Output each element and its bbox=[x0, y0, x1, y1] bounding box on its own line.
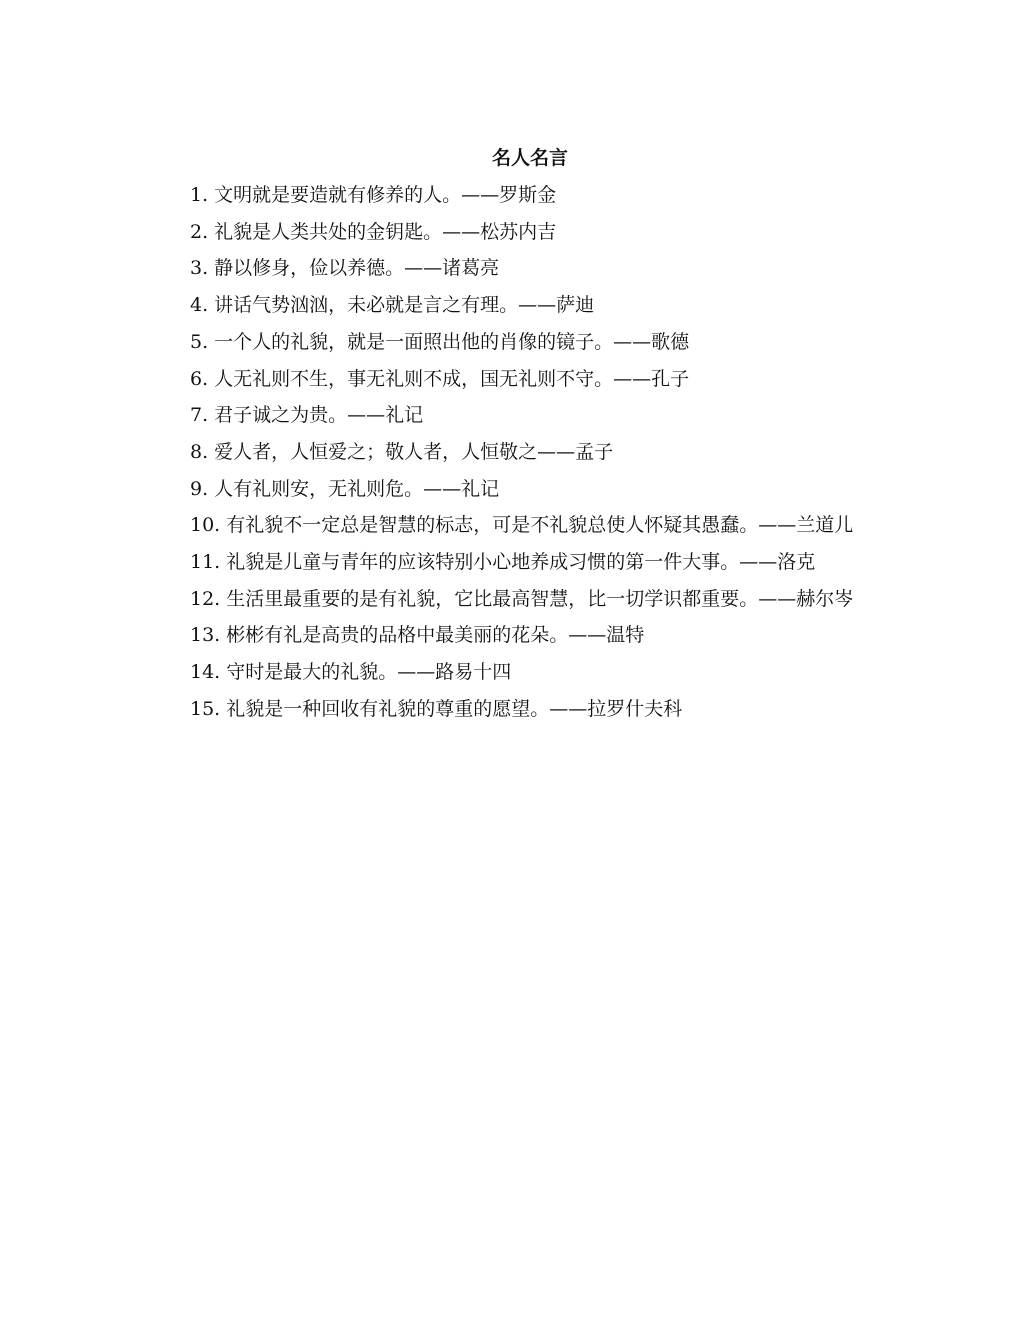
quote-item: 7. 君子诚之为贵。——礼记 bbox=[190, 404, 424, 427]
quote-item: 15. 礼貌是一种回收有礼貌的尊重的愿望。——拉罗什夫科 bbox=[190, 697, 683, 720]
quote-list bbox=[150, 177, 862, 728]
quote-item: 10. 有礼貌不一定总是智慧的标志，可是不礼貌总使人怀疑其愚蠢。——兰道儿 bbox=[190, 514, 854, 537]
quote-item: 9. 人有礼则安，无礼则危。——礼记 bbox=[190, 477, 500, 500]
quote-item: 4. 讲话气势汹汹，未必就是言之有理。——萨迪 bbox=[190, 294, 595, 317]
quote-item: 1. 文明就是要造就有修养的人。——罗斯金 bbox=[190, 184, 557, 206]
quote-item: 8. 爱人者，人恒爱之；敬人者，人恒敬之——孟子 bbox=[190, 440, 614, 463]
quote-item: 13. 彬彬有礼是高贵的品格中最美丽的花朵。——温特 bbox=[190, 624, 645, 647]
quote-item: 6. 人无礼则不生，事无礼则不成，国无礼则不守。——孔子 bbox=[190, 367, 690, 390]
quote-item: 11. 礼貌是儿童与青年的应该特别小心地养成习惯的第一件大事。——洛克 bbox=[190, 551, 816, 574]
document-title: 名人名言 bbox=[491, 147, 568, 169]
quote-item: 12. 生活里最重要的是有礼貌，它比最高智慧，比一切学识都重要。——赫尔岑 bbox=[190, 587, 854, 610]
quote-item: 2. 礼貌是人类共处的金钥匙。——松苏内吉 bbox=[190, 220, 557, 243]
quote-item: 5. 一个人的礼貌，就是一面照出他的肖像的镜子。——歌德 bbox=[190, 330, 690, 353]
quote-item: 14. 守时是最大的礼貌。——路易十四 bbox=[190, 661, 512, 684]
quote-item: 3. 静以修身，俭以养德。——诸葛亮 bbox=[190, 257, 500, 280]
